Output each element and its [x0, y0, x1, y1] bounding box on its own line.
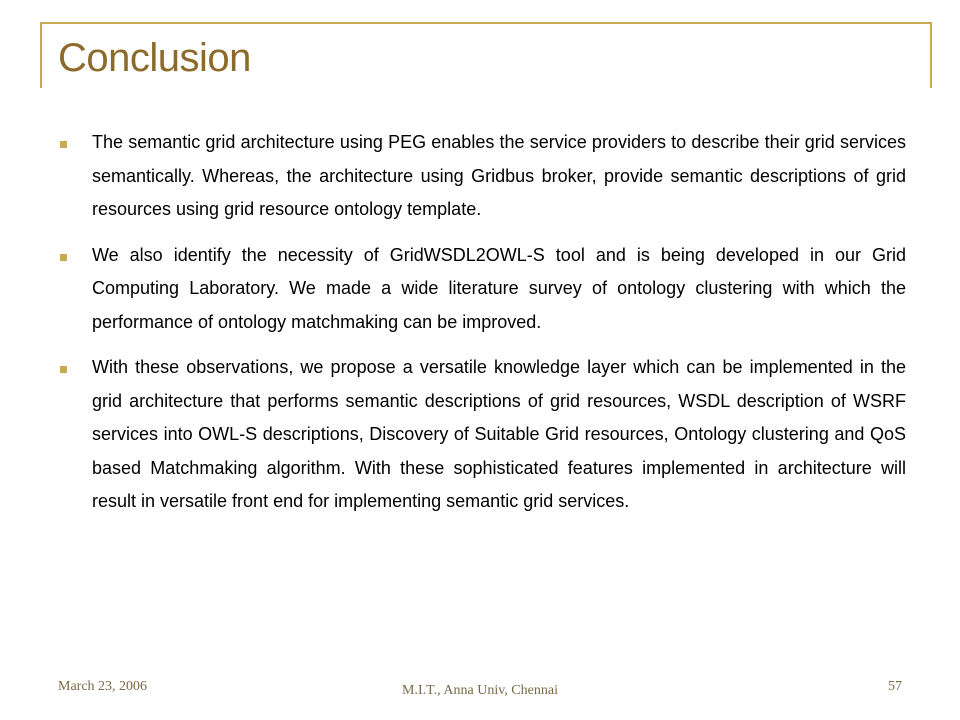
square-bullet-icon: [60, 141, 67, 148]
bullet-list: [60, 126, 906, 531]
title-frame-right-rule: [930, 22, 932, 88]
bullet-item: [60, 351, 906, 519]
bullet-text: With these observations, we propose a versatile knowledge layer which can be implemented in the grid architecture that performs semantic descriptions of grid resources, WSDL description of WSRF services into OWL-S descriptions, Discovery of Suitable Grid resources, Ontology clustering and QoS based Matchmaking algorithm. With these sophisticated features implemented in architecture will result in versatile front end for implementing semantic grid services.: [92, 357, 906, 511]
title-frame-left-rule: [40, 22, 42, 88]
square-bullet-icon: [60, 254, 67, 261]
bullet-text: We also identify the necessity of GridWSDL2OWL-S tool and is being developed in our Grid Computing Laboratory. We made a wide literature survey of ontology clustering with which the performance of ontology matchmaking can be improved.: [92, 244, 906, 332]
title-frame-top-rule: [40, 22, 932, 24]
bullet-item: [60, 126, 906, 227]
bullet-text: The semantic grid architecture using PEG enables the service providers to describe their grid services semantically. Whereas, the architecture using Gridbus broker, provide semantic descriptions of grid resources using grid resource ontology template.: [92, 132, 906, 219]
square-bullet-icon: [60, 366, 67, 373]
footer-page-number: 57: [888, 679, 902, 694]
slide-title: Conclusion: [58, 36, 251, 80]
bullet-item: [60, 239, 906, 340]
footer-institution: M.I.T., Anna Univ, Chennai: [402, 683, 558, 698]
footer-date: March 23, 2006: [58, 679, 148, 694]
